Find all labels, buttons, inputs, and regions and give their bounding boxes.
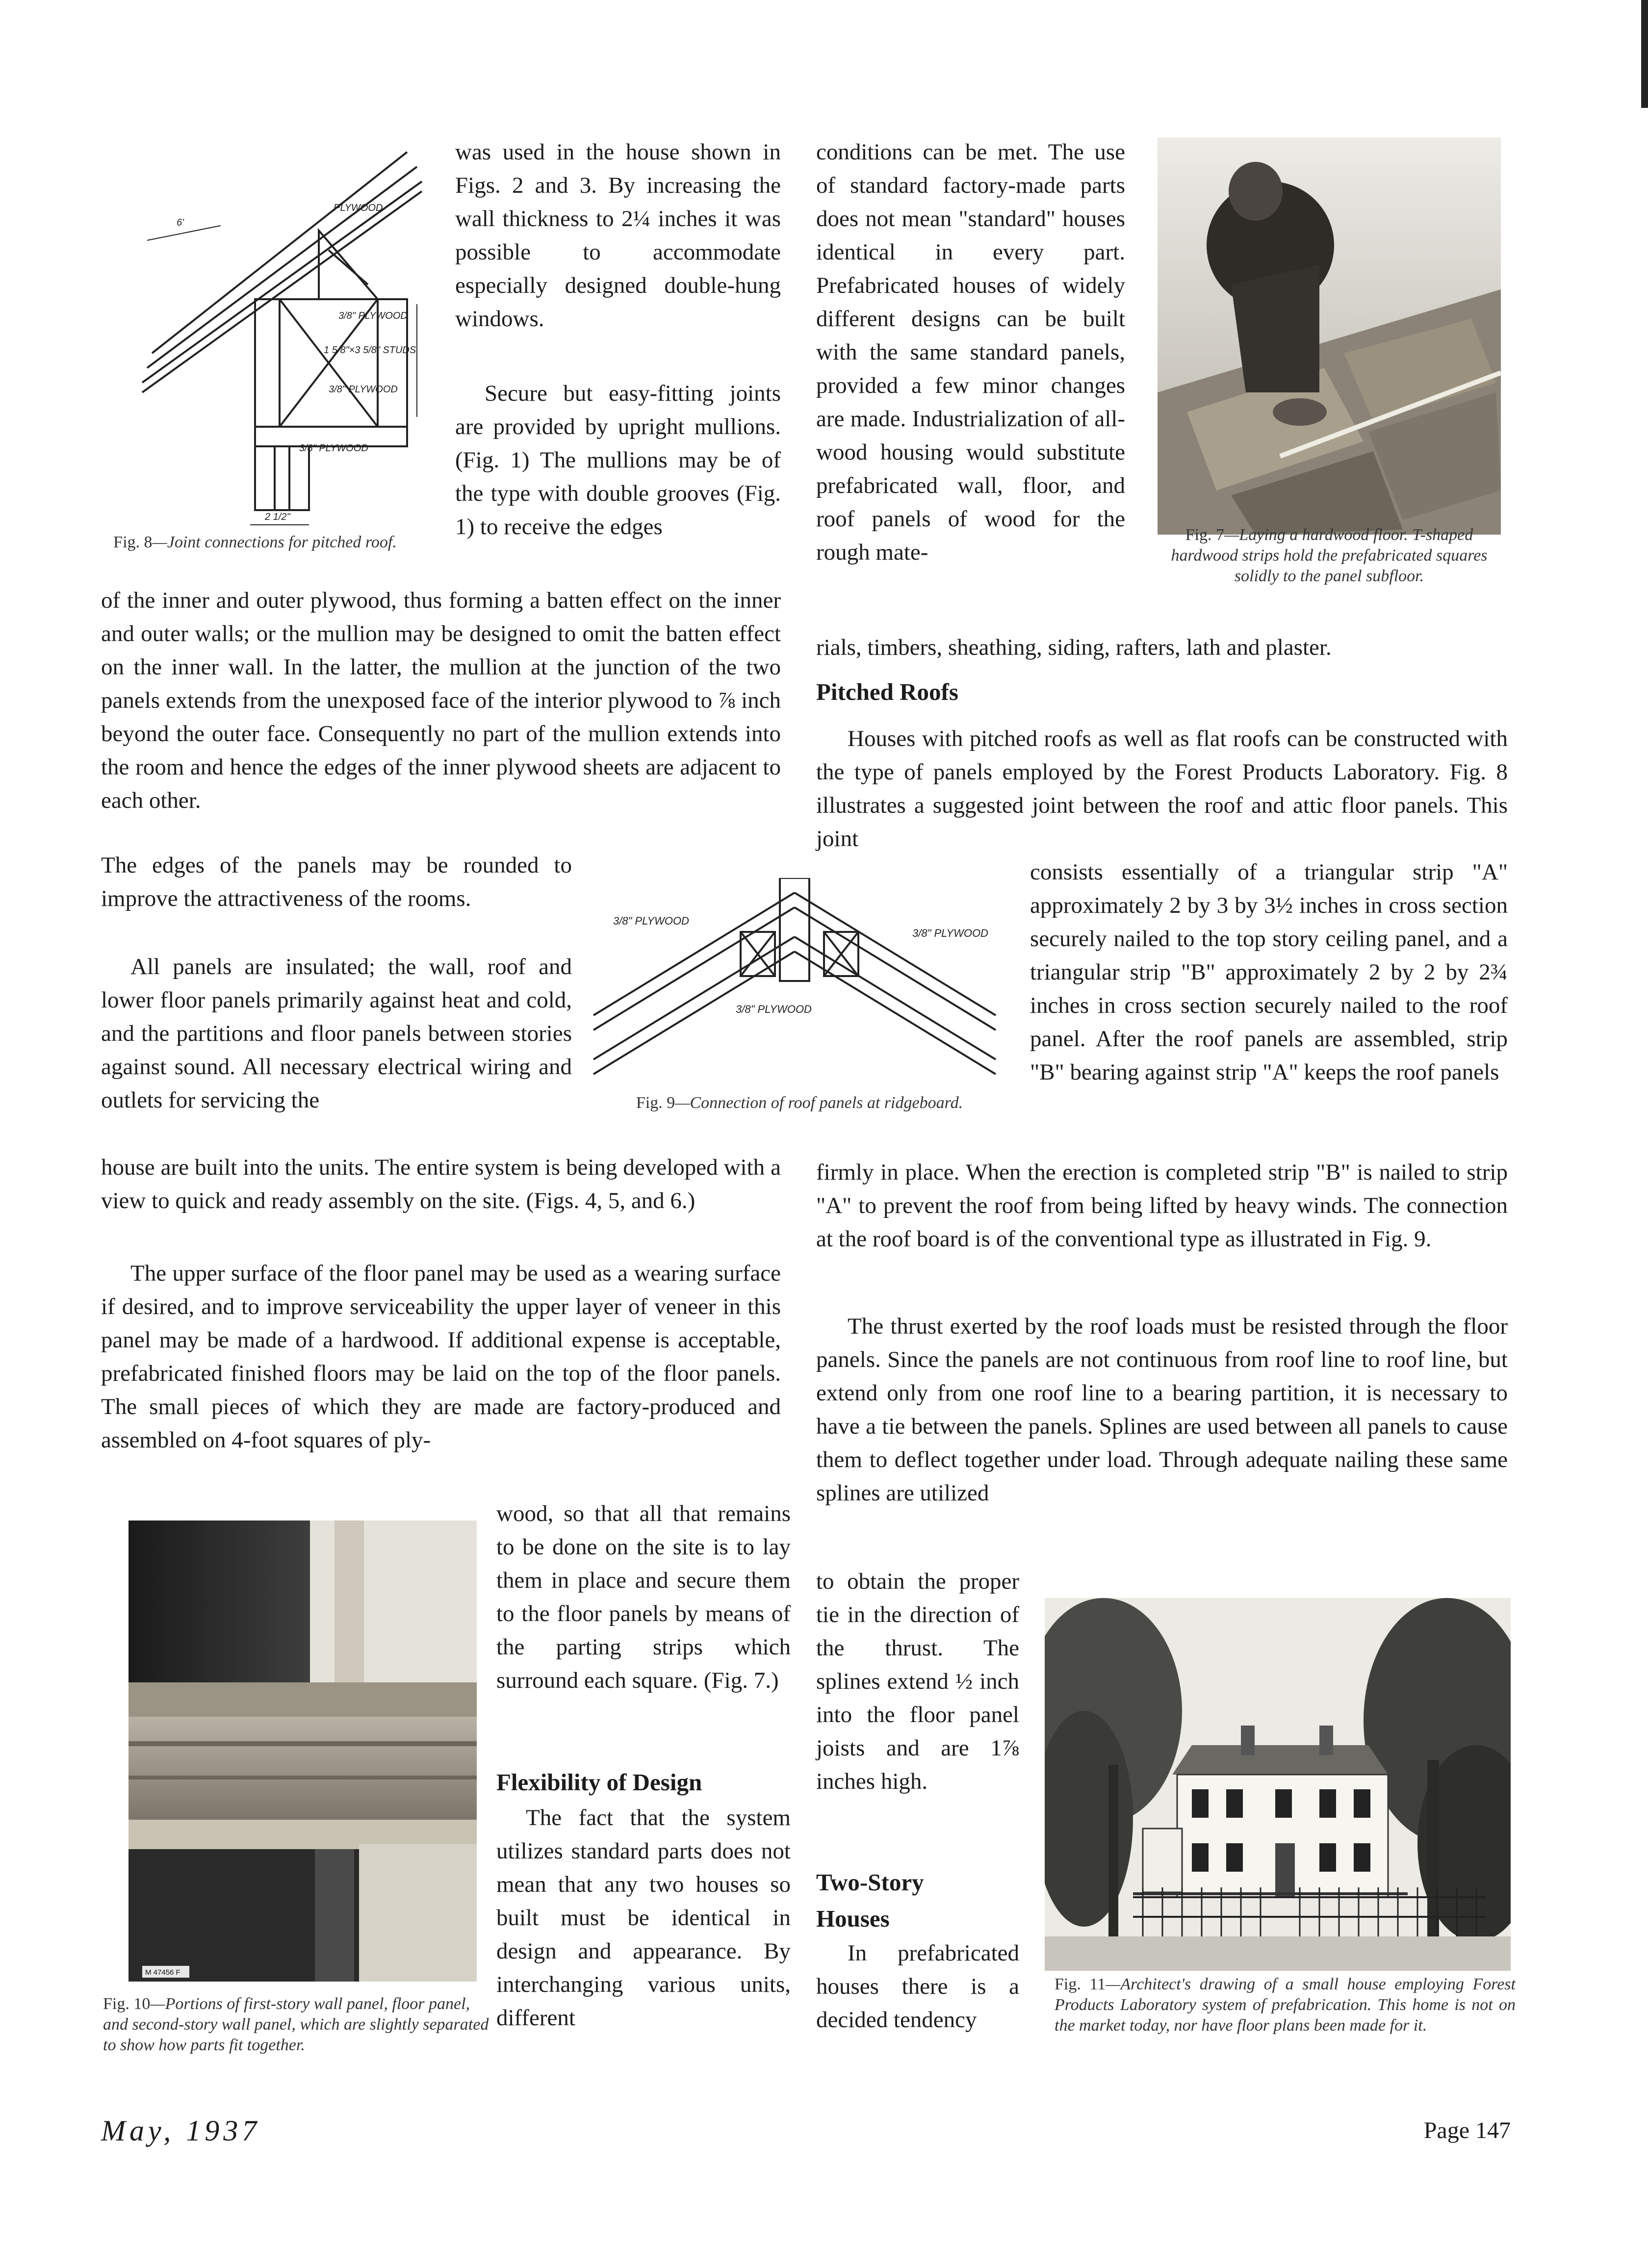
two-story-text: In prefabricated houses there is a decided tendency: [816, 1940, 1019, 2033]
fig9-caption-label: Fig. 9: [636, 1094, 675, 1112]
fig7-caption-text: —Laying a hardwood floor. T-shaped hardwood strips hold the prefabricated squares solidly to the panel subfloor.: [1171, 526, 1488, 585]
col1-edges-text: The edges of the panels may be rounded to improve the attractiveness of the rooms.: [101, 852, 572, 911]
thrust-text-2: to obtain the proper tie in the direction of the thrust. The splines extend ½ inch into the floor panel joists and are 1⅞ inches high.: [816, 1569, 1019, 1794]
fig9-label-plywood-center: 3/8" PLYWOOD: [736, 1003, 812, 1015]
fig9-label-plywood-left: 3/8" PLYWOOD: [613, 915, 689, 927]
heading-two-story: Two-Story Houses: [816, 1869, 924, 1932]
fig8-label-studs: 1 5/8"×3 5/8" STUDS: [324, 345, 416, 356]
fig7-photo: [1158, 137, 1501, 535]
col1-house-text: house are built into the units. The entire system is being developed with a view to quick and ready assembly on the site. (Figs. 4, 5, and 6.): [101, 1155, 781, 1213]
fig10-caption-label: Fig. 10: [103, 1995, 151, 2013]
fig8-caption: [93, 532, 417, 553]
scan-edge: [1641, 0, 1648, 108]
fig11-caption-label: Fig. 11: [1055, 1975, 1106, 1993]
fig9-caption: [623, 1093, 976, 1113]
fig10-caption: [103, 1994, 495, 2056]
fig8-diagram: [103, 137, 437, 530]
fig8-dim-6ft: 6': [177, 217, 184, 228]
heading-pitched-roofs: Pitched Roofs: [816, 678, 958, 705]
fig8-caption-label: Fig. 8: [113, 533, 153, 551]
fig8-label-plywood-3: 3/8" PLYWOOD: [329, 384, 398, 395]
fig10-tag: M 47456 F: [145, 1968, 180, 1977]
col3-wide-text: rials, timbers, sheathing, siding, rafters, lath and plaster.: [816, 635, 1332, 660]
pitched-text-1: Houses with pitched roofs as well as flat roofs can be constructed with the type of panels employed by the Forest Products Laboratory. Fig. 8 illustrates a suggested joint between the roof and attic floor panels. This joint: [816, 726, 1508, 851]
pitched-text-3: firmly in place. When the erection is completed strip "B" is nailed to strip "A" to prevent the roof from being lifted by heavy winds. The connection at the roof board is of the conventional type as illustrated in Fig. 9.: [816, 1160, 1508, 1252]
fig7-caption-label: Fig. 7: [1185, 526, 1225, 544]
fig9-caption-text: —Connection of roof panels at ridgeboard.: [675, 1094, 963, 1112]
fig8-label-plywood: PLYWOOD: [334, 203, 383, 213]
col2-flexibility-text: The fact that the system utilizes standard parts does not mean that any two houses so built must be identical in design and appearance. By interchanging various units, different: [496, 1805, 791, 2031]
fig8-caption-text: —Joint connections for pitched roof.: [152, 533, 397, 551]
fig9-label-plywood-right: 3/8" PLYWOOD: [912, 927, 988, 939]
fig11-caption-text: —Architect's drawing of a small house employing Forest Products Laboratory system of prefabrication. This home is not on the market today, nor have floor plans been made for it.: [1055, 1975, 1516, 2035]
fig8-label-plywood-4: 3/8" PLYWOOD: [299, 443, 368, 454]
col1-top-text: was used in the house shown in Figs. 2 and 3. By increasing the wall thickness to 2¼ inches it was possible to accommodate especially designed double-hung windows.: [455, 139, 781, 332]
fig11-caption: [1055, 1974, 1516, 2036]
col3-top-text: conditions can be met. The use of standard factory-made parts does not mean "standard" houses identical in every part. Prefabricated houses of widely different designs can be built with the same standard panels, provided a few minor changes are made. Industrialization of all-wood housing would substitute prefabricated wall, floor, and roof panels of wood for the rough mate-: [816, 139, 1125, 565]
thrust-text-1: The thrust exerted by the roof loads must be resisted through the floor panels. Since the panels are not continuous from roof line to roof line, but extend only from one roof line to a bearing partition, it is necessary to have a tie between the panels. Splines are used between all panels to cause them to deflect together under load. Through adequate nailing these same splines are utilized: [816, 1314, 1508, 1506]
fig7-caption: [1153, 525, 1506, 587]
col1-insulation-text: All panels are insulated; the wall, roof and lower floor panels primarily against heat and cold, and the partitions and floor panels between stories against sound. All necessary electrical wiring and outlets for servicing the: [101, 954, 572, 1113]
col1-wide-text: of the inner and outer plywood, thus forming a batten effect on the inner and outer walls; or the mullion may be designed to omit the batten effect on the inner wall. In the latter, the mullion at the junction of the two panels extends from the unexposed face of the interior plywood to ⅞ inch beyond the outer face. Consequently no part of the mullion extends into the room and hence the edges of the inner plywood sheets are adjacent to each other.: [101, 588, 781, 813]
pitched-text-2: consists essentially of a triangular strip "A" approximately 2 by 3 by 3½ inches in cross section securely nailed to the top story ceiling panel, and a triangular strip "B" approximately 2 by 2 by 2¾ inches in cross section securely nailed to the roof panel. After the roof panels are assembled, strip "B" bearing against strip "A" keeps the roof panels: [1030, 859, 1508, 1085]
col1-floor-text: The upper surface of the floor panel may be used as a wearing surface if desired, and to improve serviceability the upper layer of veneer in this panel may be made of a hardwood. If additional expense is acceptable, prefabricated finished floors may be laid on the top of the floor panels. The small pieces of which they are made are factory-produced and assembled on 4-foot squares of ply-: [101, 1261, 781, 1453]
col2-wood-text: wood, so that all that remains to be done on the site is to lay them in place and secure them to the floor panels by means of the parting strips which surround each square. (Fig. 7.): [496, 1501, 791, 1693]
fig10-photo: [129, 1521, 477, 1982]
col1-mullion-text: Secure but easy-fitting joints are provided by upright mullions. (Fig. 1) The mullions may be of the type with double grooves (Fig. 1) to receive the edges: [455, 381, 781, 540]
fig10-caption-text: —Portions of first-story wall panel, floor panel, and second-story wall panel, which are slightly separated to show how parts fit together.: [103, 1995, 489, 2054]
fig9-diagram: [579, 878, 1010, 1104]
fig8-dim-bottom: 2 1/2": [265, 512, 290, 522]
fig8-label-plywood-2: 3/8" PLYWOOD: [338, 310, 408, 321]
fig11-drawing: [1045, 1598, 1511, 1971]
footer-page-number: Page 147: [1423, 2117, 1511, 2143]
footer-date: May, 1937: [101, 2114, 261, 2147]
heading-flexibility: Flexibility of Design: [496, 1769, 702, 1796]
